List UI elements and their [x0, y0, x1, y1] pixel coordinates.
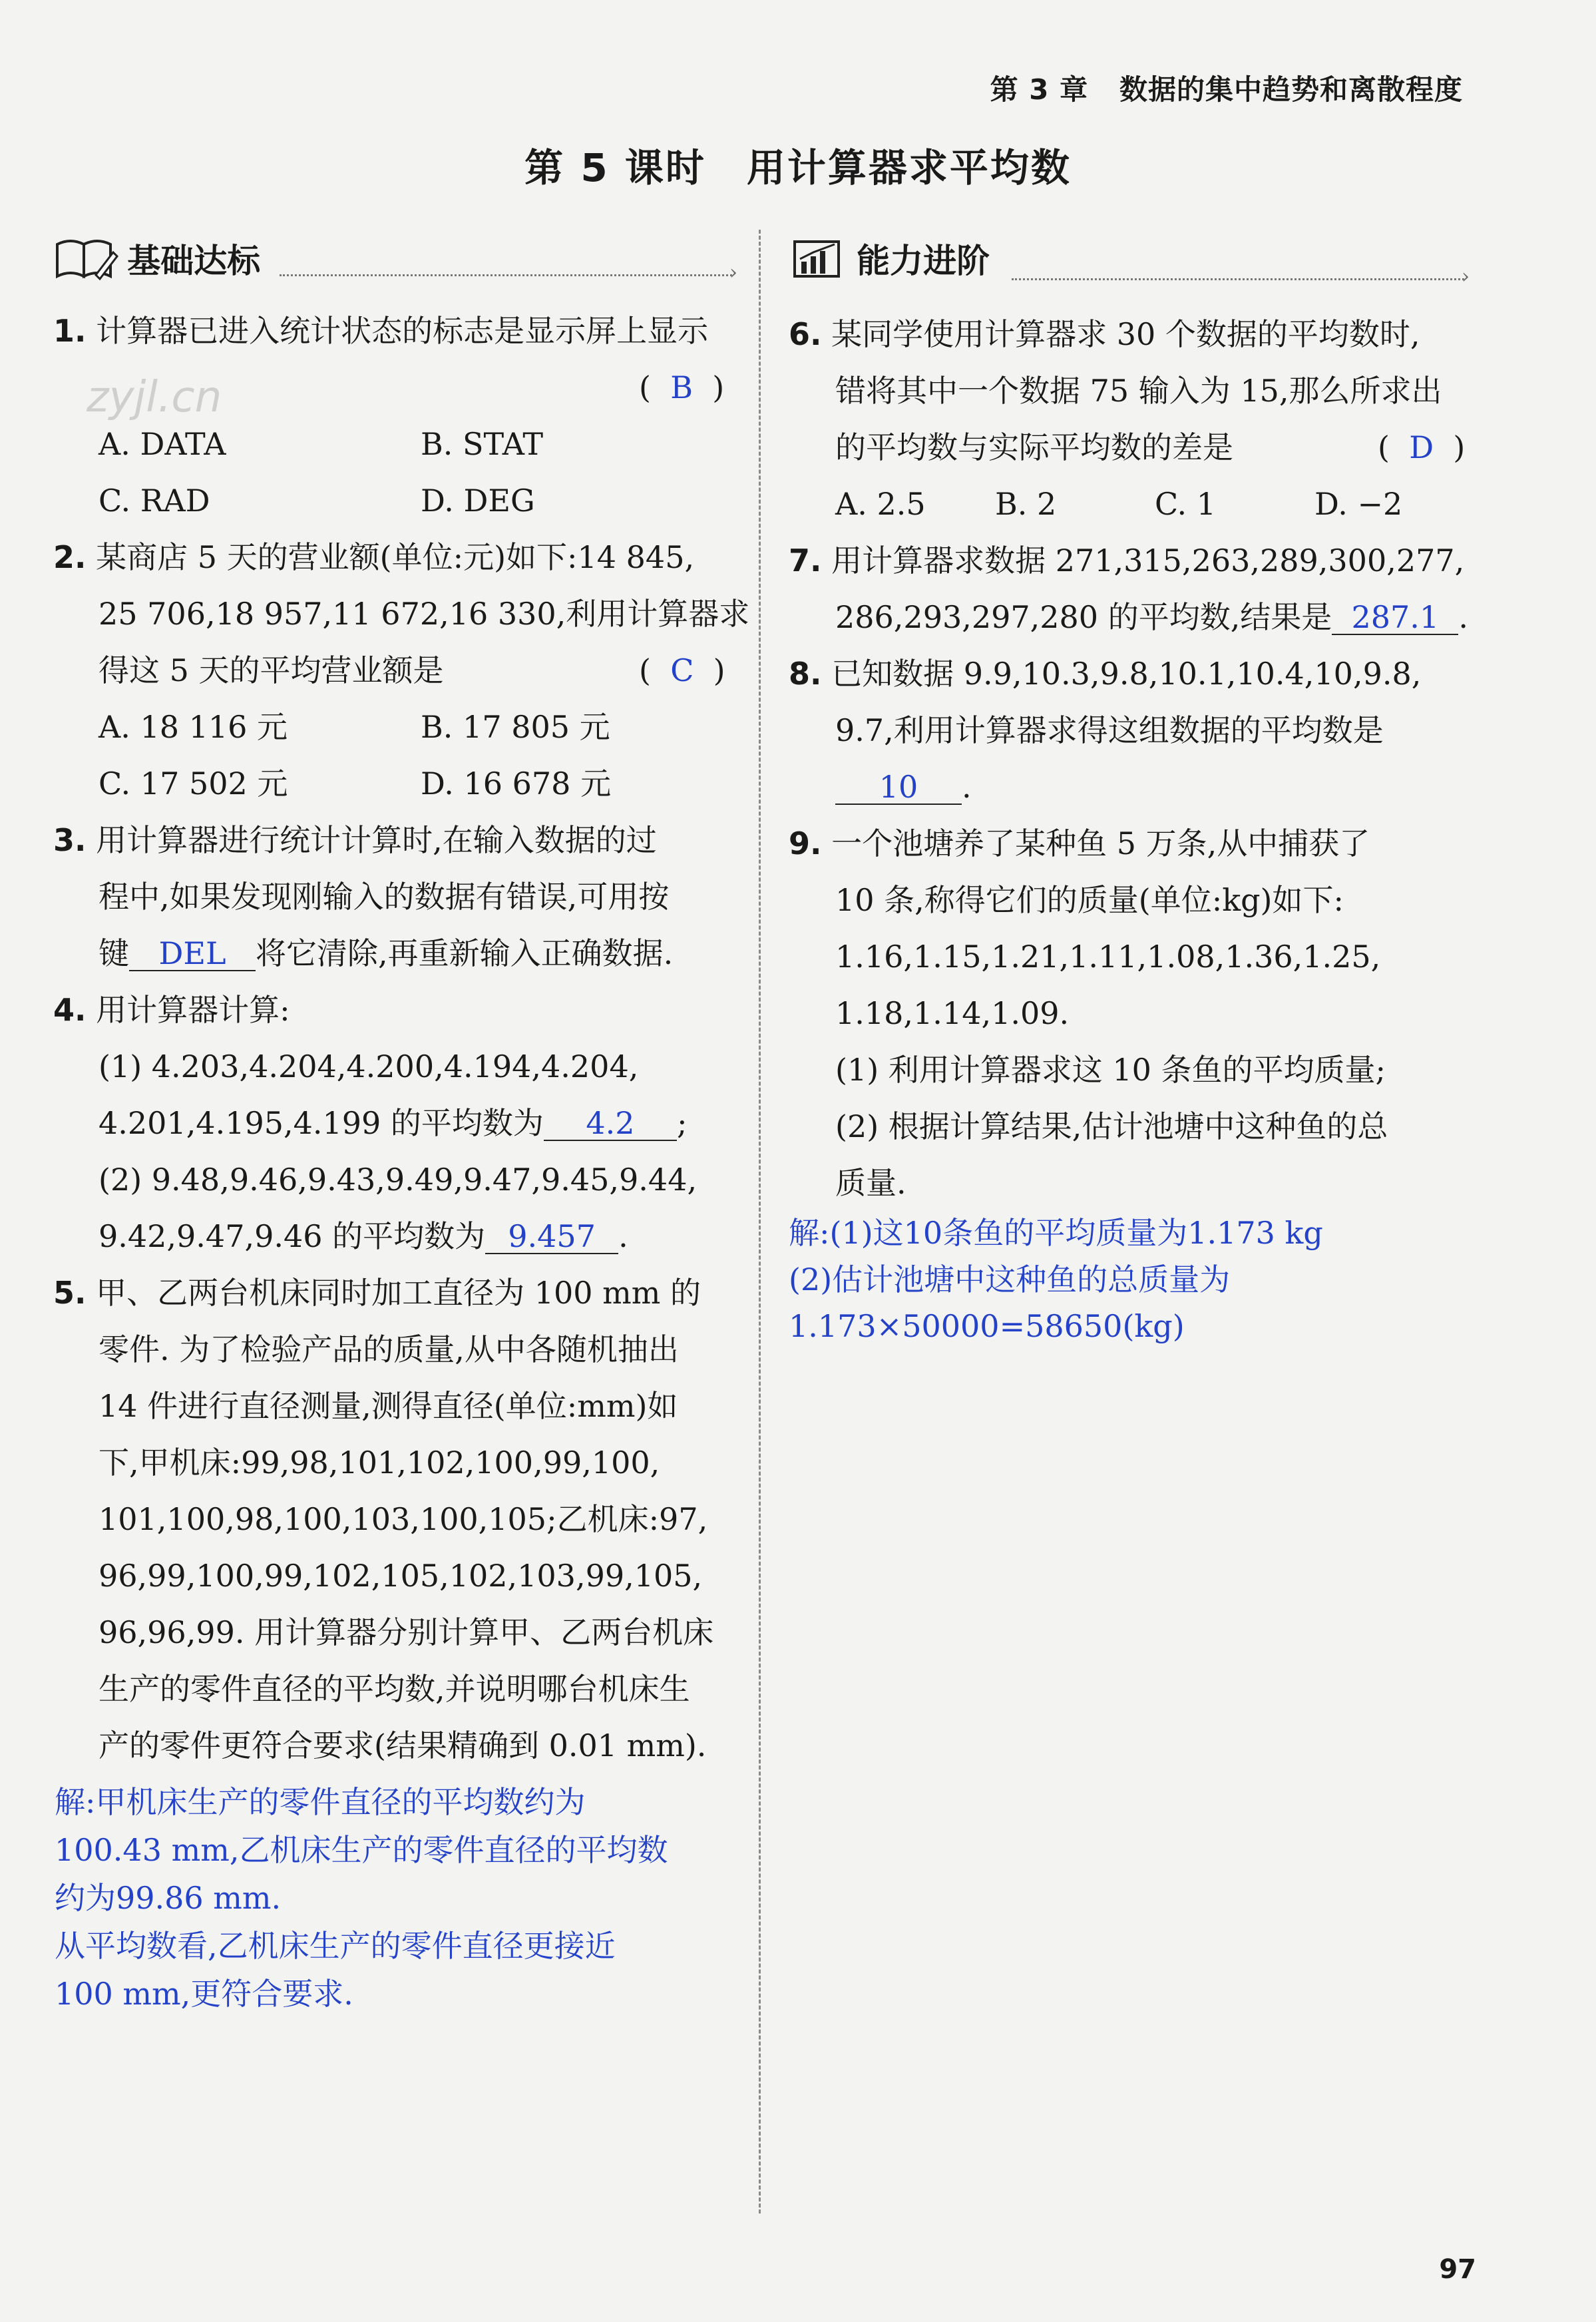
- q1-answer-bracket: ( B ): [639, 369, 725, 405]
- q9-solution-line: 1.173×50000=58650(kg): [789, 1308, 1185, 1344]
- option: D. −2: [1314, 486, 1403, 522]
- section-header-basic: [52, 234, 260, 282]
- question-text: .: [618, 1218, 628, 1254]
- question-number: 5.: [53, 1275, 87, 1311]
- question-text: 1.18,1.14,1.09.: [835, 995, 1070, 1031]
- column-divider: [759, 230, 761, 2213]
- open-book-icon: [52, 235, 118, 282]
- chapter-header: [990, 68, 1463, 108]
- q6-answer-bracket: ( D ): [1378, 429, 1466, 465]
- q3-answer-blank: DEL: [129, 937, 256, 971]
- q8-stem: [789, 646, 1421, 702]
- question-text: 用计算器计算:: [96, 992, 290, 1028]
- question-text: (1) 4.203,4.204,4.200,4.194,4.204,: [99, 1048, 639, 1084]
- bar-chart-icon: [791, 235, 844, 282]
- question-text: .: [962, 769, 972, 805]
- q6-answer: D: [1409, 429, 1434, 465]
- question-text: 某同学使用计算器求 30 个数据的平均数时,: [831, 316, 1420, 352]
- question-text: 286,293,297,280 的平均数,结果是: [835, 599, 1332, 635]
- option: C. 17 502 元: [99, 766, 288, 802]
- page-number: 97: [1439, 2254, 1476, 2285]
- question-text: 9.7,利用计算器求得这组数据的平均数是: [835, 712, 1384, 748]
- question-text: 10 条,称得它们的质量(单位:kg)如下:: [835, 882, 1344, 918]
- question-text: 生产的零件直径的平均数,并说明哪台机床生: [99, 1671, 690, 1707]
- q1-answer: B: [670, 369, 694, 405]
- q2-answer-bracket: ( C ): [639, 652, 725, 688]
- question-text: 用计算器进行统计计算时,在输入数据的过: [96, 822, 657, 858]
- section-rule: [1012, 278, 1464, 280]
- question-text: 程中,如果发现刚输入的数据有错误,可用按: [99, 879, 670, 915]
- q5-solution-line: 解:甲机床生产的零件直径的平均数约为: [55, 1784, 586, 1820]
- question-text: 计算器已进入统计状态的标志是显示屏上显示: [96, 313, 709, 349]
- q8-answer-blank: 10: [835, 770, 962, 805]
- question-text: 101,100,98,100,103,100,105;乙机床:97,: [99, 1501, 708, 1537]
- section-title-advanced: 能力进阶: [857, 242, 990, 280]
- q5-solution-line: 100 mm,更符合要求.: [55, 1976, 353, 2012]
- page-title: 第 5 课时 用计算器求平均数: [524, 145, 1072, 190]
- question-text: 零件. 为了检验产品的质量,从中各随机抽出: [99, 1331, 679, 1367]
- question-text: 14 件进行直径测量,测得直径(单位:mm)如: [99, 1388, 678, 1424]
- question-number: 7.: [789, 543, 822, 579]
- q9-solution-line: (2)估计池塘中这种鱼的总质量为: [789, 1262, 1231, 1297]
- question-text: 得这 5 天的平均营业额是: [99, 652, 444, 688]
- option: B. 17 805 元: [421, 709, 610, 745]
- question-number: 8.: [789, 656, 822, 692]
- chevron-right-icon: ›: [1462, 265, 1470, 288]
- section-header-advanced: [791, 234, 990, 282]
- chevron-right-icon: ›: [729, 261, 737, 284]
- question-text: 96,99,100,99,102,105,102,103,99,105,: [99, 1558, 703, 1594]
- question-text: .: [1458, 599, 1468, 635]
- question-number: 3.: [53, 822, 87, 858]
- q4-part2-answer: 9.457: [485, 1220, 618, 1254]
- question-number: 2.: [53, 539, 87, 575]
- question-text: 下,甲机床:99,98,101,102,100,99,100,: [99, 1445, 660, 1481]
- question-text: 键: [99, 935, 129, 971]
- question-number: 1.: [53, 313, 87, 349]
- option: C. RAD: [99, 483, 210, 519]
- option: B. 2: [995, 486, 1057, 522]
- question-text: (2) 9.48,9.46,9.43,9.49,9.47,9.45,9.44,: [99, 1162, 698, 1198]
- question-text: 质量.: [835, 1165, 906, 1201]
- question-text: 的平均数与实际平均数的差是: [835, 429, 1233, 465]
- section-rule: [280, 274, 732, 276]
- q7-answer-blank: 287.1: [1332, 600, 1458, 635]
- q1-stem: [53, 303, 708, 359]
- q9-stem: [789, 815, 1370, 872]
- question-text: 9.42,9.47,9.46 的平均数为: [99, 1218, 486, 1254]
- q4-part1-answer: 4.2: [544, 1106, 677, 1141]
- q7-stem: [789, 533, 1464, 589]
- question-number: 9.: [789, 825, 822, 861]
- question-text: 一个池塘养了某种鱼 5 万条,从中捕获了: [831, 825, 1370, 861]
- question-text: 1.16,1.15,1.21,1.11,1.08,1.36,1.25,: [835, 939, 1381, 975]
- question-text: (1) 利用计算器求这 10 条鱼的平均质量;: [835, 1052, 1386, 1088]
- q2-answer: C: [670, 652, 694, 688]
- q3-fill-line: [99, 925, 673, 982]
- chapter-label: 第 3 章: [990, 73, 1089, 106]
- question-text: ;: [676, 1105, 688, 1141]
- question-number: 6.: [789, 316, 822, 352]
- q2-stem: [53, 529, 694, 586]
- option: A. DATA: [99, 426, 226, 462]
- option: A. 2.5: [835, 486, 926, 522]
- q3-stem: [53, 812, 657, 869]
- q6-stem: [789, 306, 1420, 363]
- q8-fill-line: [835, 759, 972, 815]
- option: A. 18 116 元: [99, 709, 288, 745]
- q5-solution-line: 100.43 mm,乙机床生产的零件直径的平均数: [55, 1832, 668, 1868]
- question-text: 某商店 5 天的营业额(单位:元)如下:14 845,: [96, 539, 695, 575]
- question-text: 产的零件更符合要求(结果精确到 0.01 mm).: [99, 1728, 707, 1763]
- q5-solution-line: 从平均数看,乙机床生产的零件直径更接近: [55, 1928, 616, 1964]
- question-text: 25 706,18 957,11 672,16 330,利用计算器求: [99, 596, 750, 632]
- watermark: zyjl.cn: [87, 373, 222, 422]
- question-text: 用计算器求数据 271,315,263,289,300,277,: [831, 543, 1465, 579]
- question-text: 甲、乙两台机床同时加工直径为 100 mm 的: [96, 1275, 701, 1311]
- q5-solution-line: 约为99.86 mm.: [55, 1880, 282, 1916]
- option: B. STAT: [421, 426, 544, 462]
- q5-stem: [53, 1265, 701, 1321]
- question-text: 将它清除,再重新输入正确数据.: [256, 935, 674, 971]
- question-text: 已知数据 9.9,10.3,9.8,10.1,10.4,10,9.8,: [831, 656, 1422, 692]
- question-number: 4.: [53, 992, 87, 1028]
- section-title-basic: 基础达标: [127, 242, 261, 280]
- option: D. 16 678 元: [421, 766, 612, 802]
- question-text: (2) 根据计算结果,估计池塘中这种鱼的总: [835, 1108, 1388, 1144]
- q4-part1-fill: [99, 1095, 687, 1152]
- q9-solution-line: 解:(1)这10条鱼的平均质量为1.173 kg: [789, 1215, 1323, 1251]
- option: D. DEG: [421, 483, 535, 519]
- q4-stem: [53, 982, 290, 1039]
- q4-part2-fill: [99, 1208, 628, 1265]
- question-text: 错将其中一个数据 75 输入为 15,那么所求出: [835, 373, 1442, 409]
- q7-fill-line: [835, 589, 1468, 646]
- chapter-title: 数据的集中趋势和离散程度: [1119, 73, 1463, 106]
- option: C. 1: [1155, 486, 1217, 522]
- question-text: 4.201,4.195,4.199 的平均数为: [99, 1105, 544, 1141]
- question-text: 96,96,99. 用计算器分别计算甲、乙两台机床: [99, 1614, 714, 1650]
